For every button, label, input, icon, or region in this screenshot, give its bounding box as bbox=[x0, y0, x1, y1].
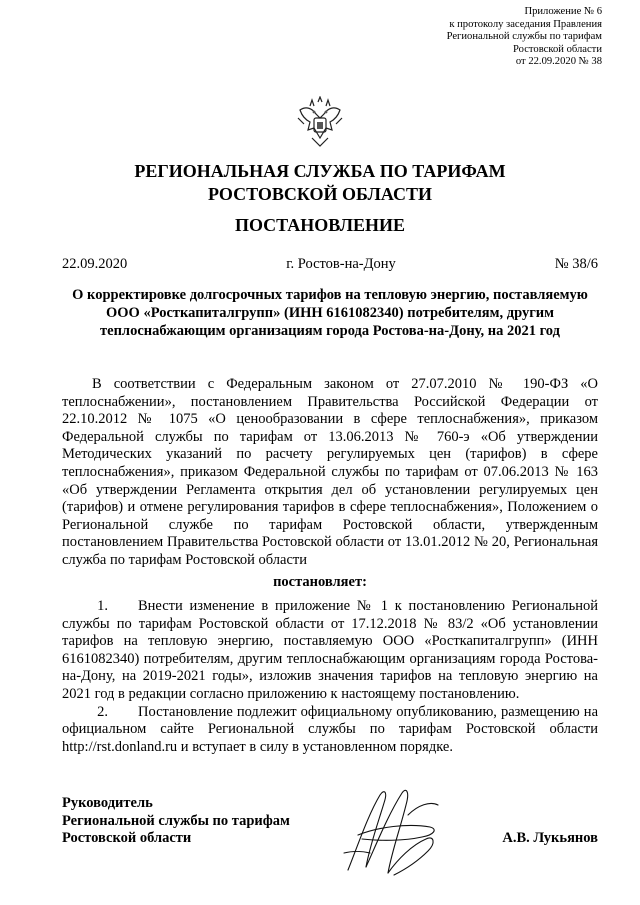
coat-of-arms-icon bbox=[292, 96, 348, 152]
resolution-item bbox=[62, 704, 598, 757]
signatory-title-line: Руководитель bbox=[62, 795, 153, 811]
item-text: Внести изменение в приложение № 1 к постановлению Региональной службы по тарифам Ростовской области от 17.12.2018 № 83/2 «Об установлении тарифов на тепловую энергию, поставляемую ООО «Росткапиталгрупп» (ИНН 6161082340) потребителям, другим теплоснабжающим организациям города Ростова-на-Дону, на 2019-2021 годы», изложив значения тарифов на тепловую энергию на 2021 год в редакции согласно приложению к настоящему постановлению. bbox=[62, 598, 598, 702]
appendix-line: Ростовской области bbox=[513, 43, 602, 55]
item-number: 1. bbox=[97, 598, 108, 614]
organization-title-line: РОСТОВСКОЙ ОБЛАСТИ bbox=[208, 184, 432, 204]
appendix-line: от 22.09.2020 № 38 bbox=[515, 56, 602, 68]
signatory-title bbox=[62, 795, 290, 848]
item-text: Постановление подлежит официальному опубликованию, размещению на официальном сайте Региональной службы по тарифам Ростовской области http://rst.donland.ru и вступает в силу в установленном порядке. bbox=[62, 703, 598, 755]
resolution-items bbox=[62, 598, 598, 756]
appendix-line: Приложение № 6 bbox=[524, 6, 602, 17]
resolves-heading: постановляет: bbox=[273, 574, 367, 590]
document-city: г. Ростов-на-Дону bbox=[286, 256, 396, 272]
document-number: № 38/6 bbox=[554, 256, 598, 272]
document-date: 22.09.2020 bbox=[62, 256, 128, 272]
resolution-item bbox=[62, 598, 598, 704]
appendix-line: Региональной службы по тарифам bbox=[446, 31, 602, 43]
organization-title-line: РЕГИОНАЛЬНАЯ СЛУЖБА ПО ТАРИФАМ bbox=[134, 161, 506, 181]
document-meta bbox=[62, 256, 598, 273]
organization-title bbox=[0, 160, 640, 206]
appendix-line: к протоколу заседания Правления bbox=[449, 18, 602, 30]
document-type: ПОСТАНОВЛЕНИЕ bbox=[234, 215, 406, 235]
signatory-name: А.В. Лукьянов bbox=[502, 830, 598, 846]
appendix-reference bbox=[342, 6, 602, 69]
preamble-paragraph: В соответствии с Федеральным законом от 27.07.2010 № 190-ФЗ «О теплоснабжении», постановлением Правительства Российской Федерации от 22.10.2012 № 1075 «О ценообразовании в сфере теплоснабжения», приказом Федеральной службы по тарифам от 13.06.2013 № 760-э «Об утверждении Методических указаний по расчету регулируемых цен (тарифов) в сфере теплоснабжения», приказом Федеральной службы по тарифам от 07.06.2013 № 163 «Об утверждении Регламента открытия дел об установлении регулируемых цен (тарифов) и отмене регулирования тарифов в сфере теплоснабжения», Положением о Региональной службе по тарифам Ростовской области, утвержденным постановлением Правительства Ростовской области от 13.01.2012 № 20, Региональная служба по тарифам Ростовской области bbox=[62, 376, 598, 568]
handwritten-signature-icon bbox=[318, 775, 468, 890]
signatory-title-line: Ростовской области bbox=[62, 830, 192, 847]
item-number: 2. bbox=[97, 703, 108, 720]
signatory-title-line: Региональной службы по тарифам bbox=[62, 812, 290, 829]
document-subject: О корректировке долгосрочных тарифов на тепловую энергию, поставляемую ООО «Росткапиталгрупп» (ИНН 6161082340) потребителям, другим теплоснабжающим организациям города Ростова-на-Дону, на 2021 год bbox=[72, 287, 588, 339]
